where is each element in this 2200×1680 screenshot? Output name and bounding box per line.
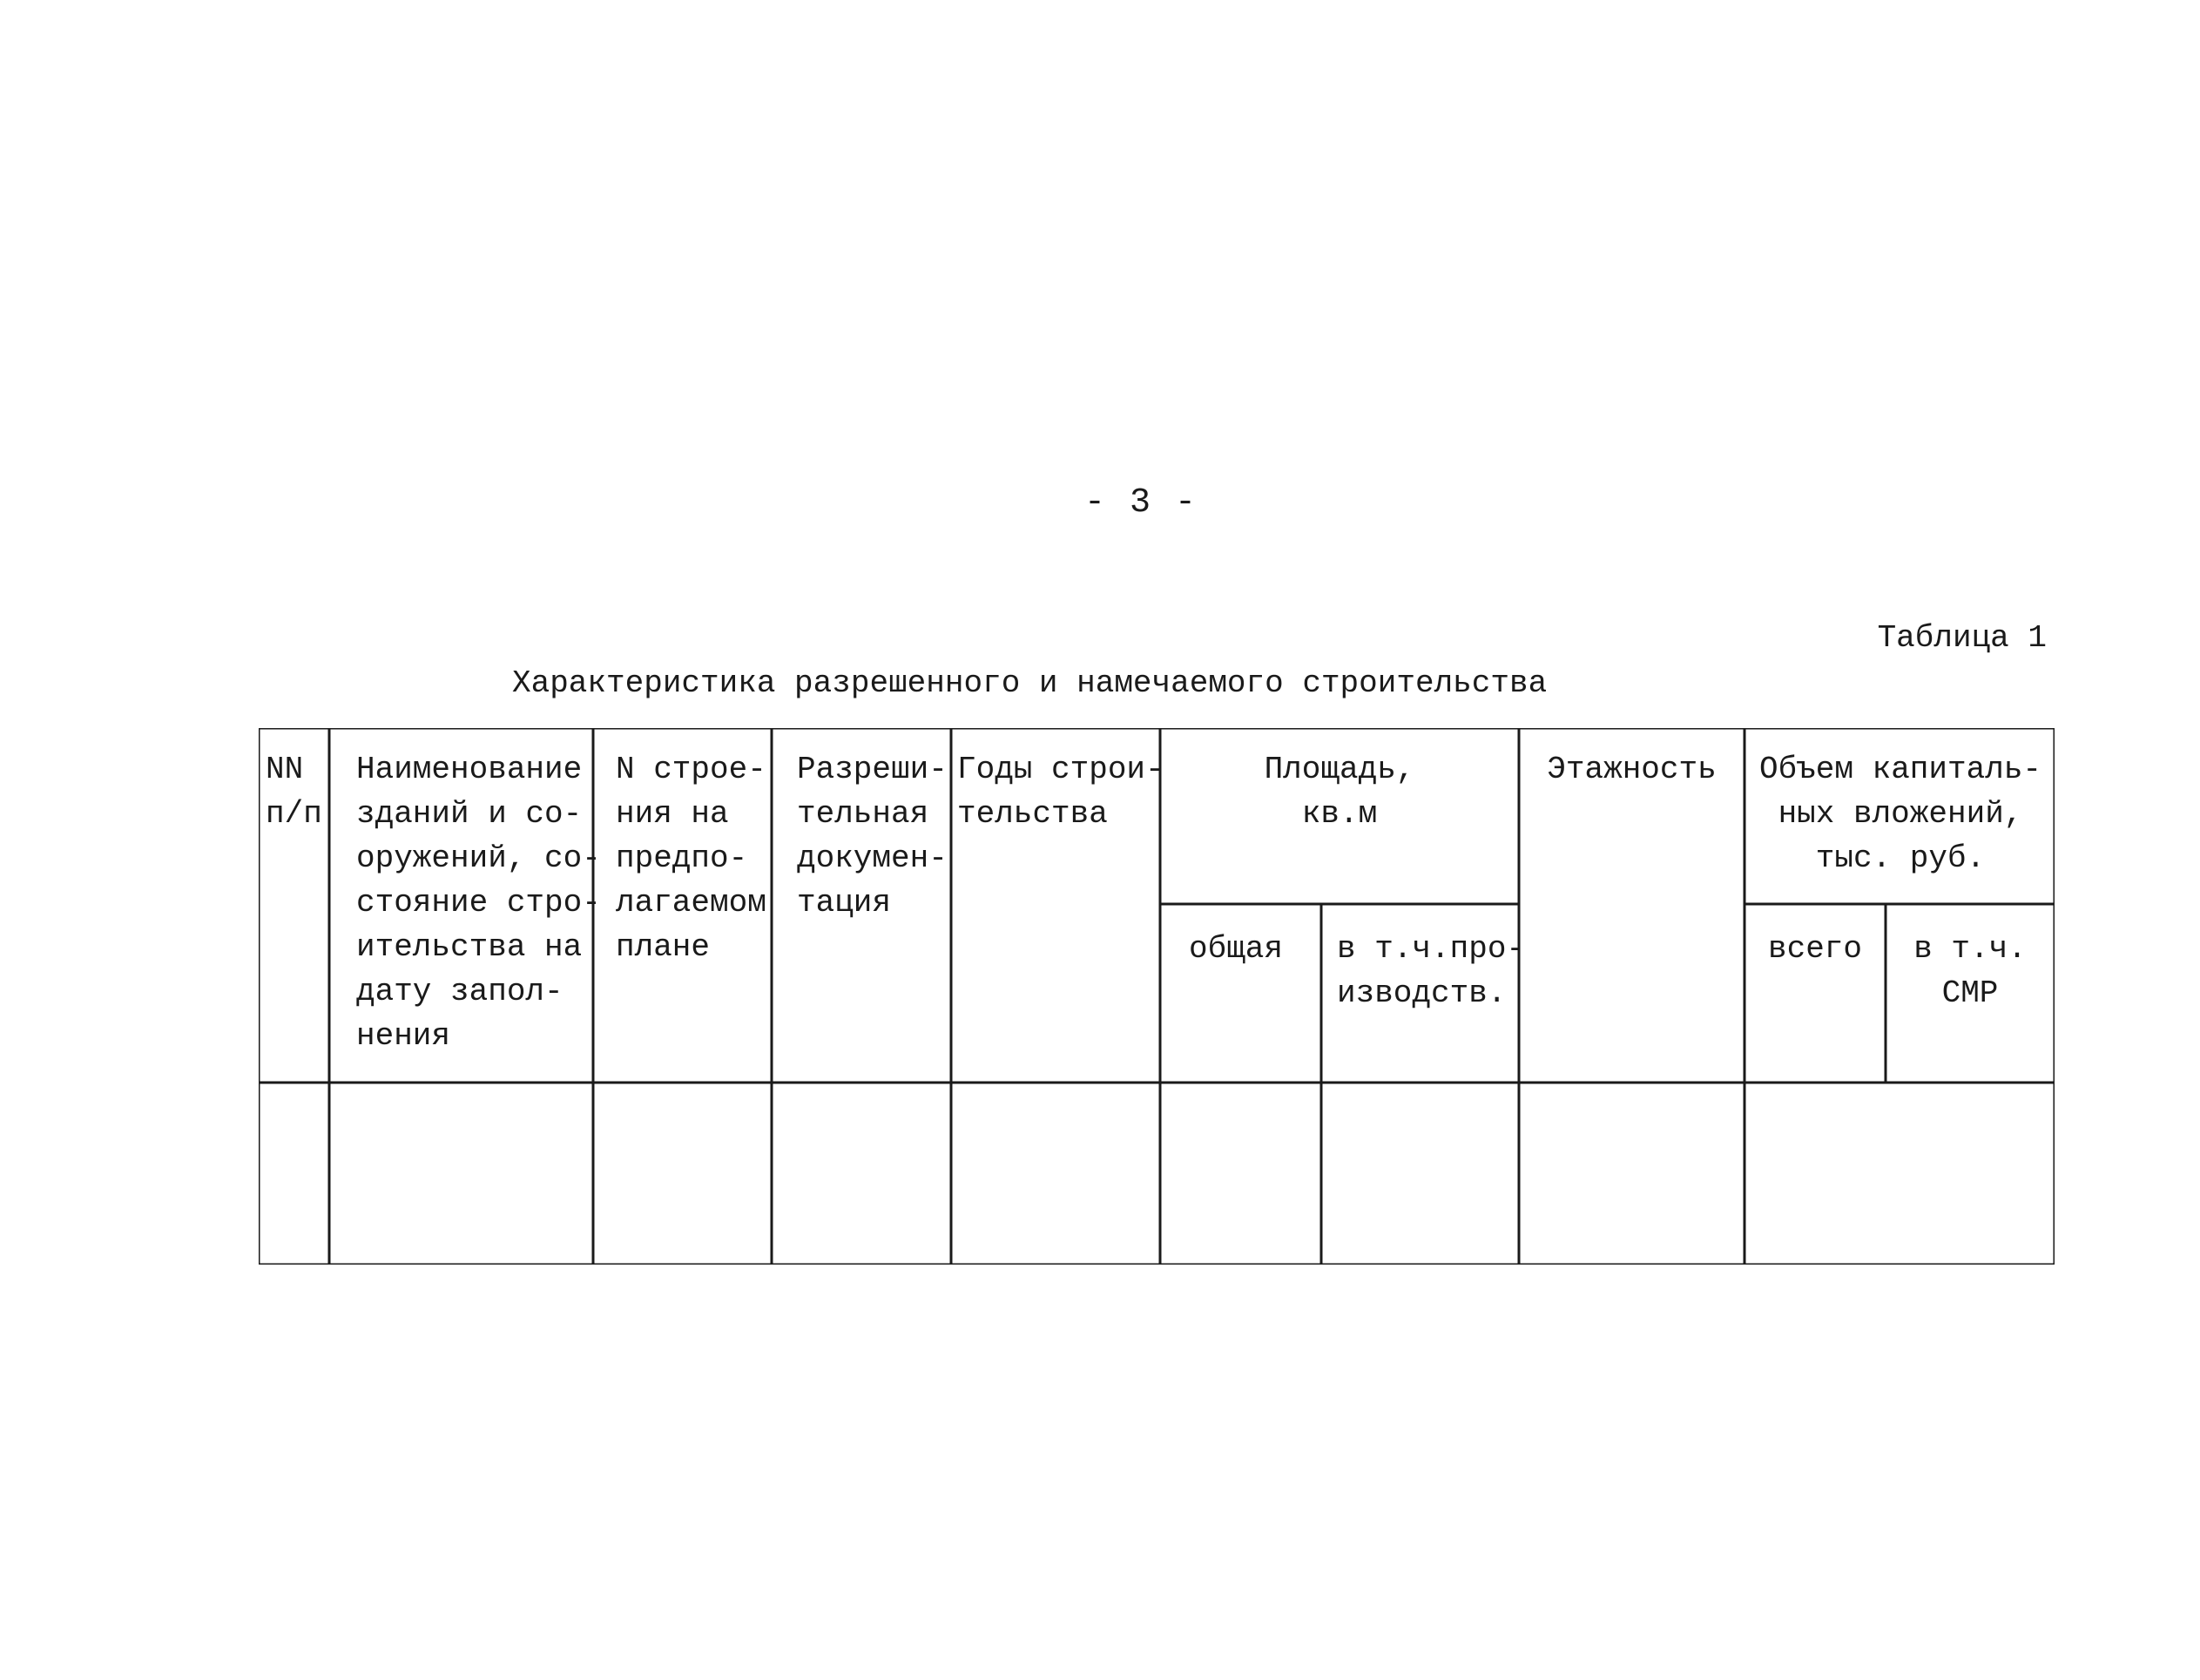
- header-nn: NN п/п: [266, 752, 322, 832]
- page-number: - 3 -: [1083, 483, 1198, 523]
- header-permit: Разреши- тельная докумен- тация: [797, 752, 948, 921]
- header-area: Площадь, кв.м: [1264, 752, 1415, 832]
- table-label: Таблица 1: [1877, 620, 2047, 656]
- header-floors: Этажность: [1547, 752, 1717, 787]
- header-building-no: N строе- ния на предпо- лагаемом плане: [616, 752, 766, 965]
- construction-table: [259, 728, 2055, 1265]
- table-title: Характеристика разрешенного и намечаемого строительства: [512, 665, 1548, 701]
- header-inv-total: всего: [1767, 931, 1863, 967]
- header-area-total: общая: [1189, 931, 1284, 967]
- header-name: Наименование зданий и со- оружений, со- стояние стро- ительства на дату запол- нения: [356, 752, 601, 1054]
- header-inv-smr: в т.ч. СМР: [1913, 931, 2027, 1011]
- header-area-prod: в т.ч.про- изводств.: [1337, 931, 1526, 1011]
- header-years: Годы строи- тельства: [957, 752, 1164, 832]
- header-investment: Объем капиталь- ных вложений, тыс. руб.: [1758, 752, 2042, 876]
